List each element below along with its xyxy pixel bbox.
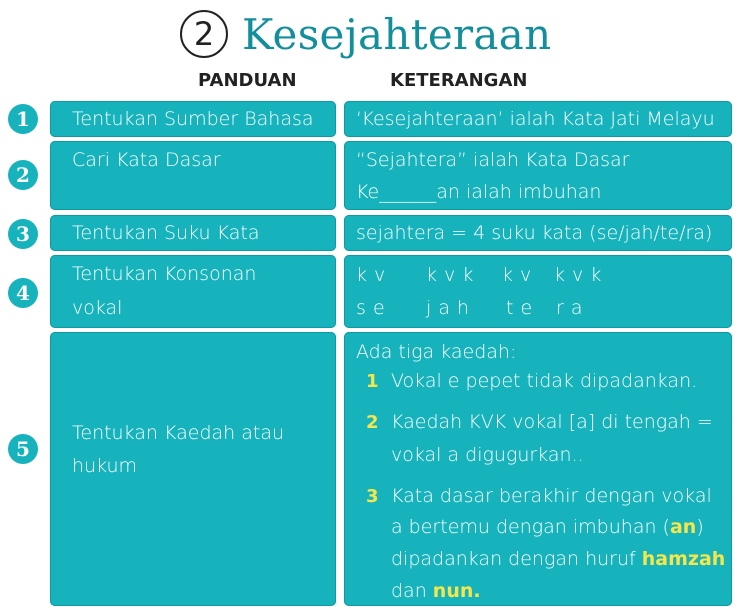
row-2-keterangan-line-2: Ke______an ialah imbuhan bbox=[356, 181, 602, 203]
row-number-badge: 2 bbox=[8, 160, 38, 190]
rule-2-line-2: vokal a digugurkan.. bbox=[391, 444, 584, 466]
rule-1-text: Vokal e pepet tidak dipadankan. bbox=[391, 370, 698, 392]
rule-3-line-2-pre: a bertemu dengan imbuhan ( bbox=[391, 516, 670, 538]
rule-2-number: 2 bbox=[366, 412, 379, 433]
row-number-badge: 4 bbox=[8, 278, 38, 308]
row-4-panduan-cell bbox=[50, 255, 336, 328]
rule-3-line-2 bbox=[391, 516, 704, 538]
rule-2-line-1: Kaedah KVK vokal [a] di tengah = bbox=[391, 411, 713, 433]
rule-3-line-1: Kata dasar berakhir dengan vokal bbox=[391, 485, 712, 507]
syllable-2: j a h bbox=[426, 297, 470, 319]
row-4-keterangan-cell bbox=[344, 255, 732, 328]
row-3-panduan-text: Tentukan Suku Kata bbox=[72, 222, 260, 244]
syllable-4: r a bbox=[556, 297, 583, 319]
rule-3-line-3 bbox=[391, 548, 725, 570]
row-1-keterangan-cell bbox=[344, 101, 732, 137]
rule-3-number: 3 bbox=[366, 486, 379, 507]
row-number-badge: 5 bbox=[8, 434, 38, 464]
rule-3-line-4 bbox=[391, 580, 481, 602]
row-3-panduan-cell bbox=[50, 215, 336, 251]
row-1-keterangan-text: ‘Kesejahteraan’ ialah Kata Jati Melayu bbox=[356, 108, 715, 130]
highlight-nun: nun. bbox=[432, 580, 481, 602]
row-1-panduan-cell bbox=[50, 101, 336, 137]
row-3-keterangan-cell bbox=[344, 215, 732, 251]
row-number-badge: 1 bbox=[8, 104, 38, 134]
rule-1-number: 1 bbox=[366, 371, 379, 392]
row-2-keterangan-line-1: “Sejahtera” ialah Kata Dasar bbox=[356, 149, 630, 171]
pattern-2: k v k bbox=[426, 264, 474, 286]
title-text: Kesejahteraan bbox=[242, 9, 552, 59]
row-2-keterangan-cell bbox=[344, 141, 732, 210]
row-5-panduan-line-1: Tentukan Kaedah atau bbox=[72, 422, 285, 444]
row-5-keterangan-cell bbox=[344, 332, 732, 606]
row-5-panduan-line-2: hukum bbox=[72, 455, 138, 477]
row-4-panduan-line-1: Tentukan Konsonan bbox=[72, 263, 257, 285]
row-number-badge: 3 bbox=[8, 219, 38, 249]
page-title bbox=[180, 6, 551, 62]
rule-3-line-3-pre: dipadankan dengan huruf bbox=[391, 548, 642, 570]
title-number-circle: 2 bbox=[180, 10, 228, 58]
rules-intro: Ada tiga kaedah: bbox=[356, 341, 517, 363]
highlight-an: an bbox=[669, 516, 697, 538]
syllable-1: s e bbox=[356, 297, 386, 319]
row-5-panduan-cell bbox=[50, 332, 336, 606]
pattern-4: k v k bbox=[554, 264, 602, 286]
header-panduan: PANDUAN bbox=[198, 70, 297, 91]
rule-3-line-4-pre: dan bbox=[391, 580, 433, 602]
row-2-panduan-text: Cari Kata Dasar bbox=[72, 149, 221, 171]
row-2-panduan-cell bbox=[50, 141, 336, 210]
row-3-keterangan-text: sejahtera = 4 suku kata (se/jah/te/ra) bbox=[356, 222, 713, 244]
rule-3-line-2-post: ) bbox=[696, 516, 704, 538]
highlight-hamzah: hamzah bbox=[641, 548, 726, 570]
pattern-3: k v bbox=[502, 264, 532, 286]
row-1-panduan-text: Tentukan Sumber Bahasa bbox=[72, 108, 314, 130]
header-keterangan: KETERANGAN bbox=[390, 70, 528, 91]
syllable-3: t e bbox=[506, 297, 533, 319]
pattern-1: k v bbox=[356, 264, 386, 286]
row-4-panduan-line-2: vokal bbox=[72, 297, 123, 319]
